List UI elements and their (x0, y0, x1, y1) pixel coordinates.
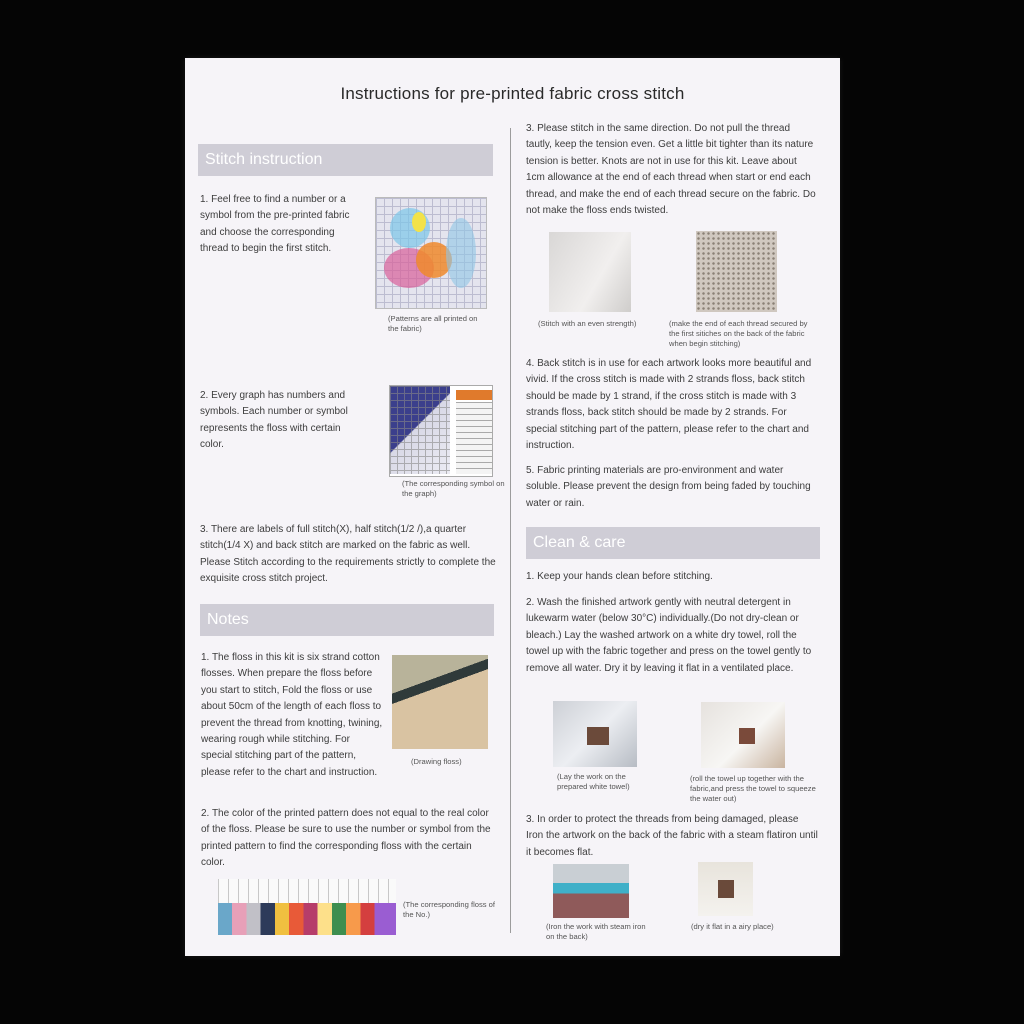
iron-photo (553, 864, 629, 918)
page-title: Instructions for pre-printed fabric cross stitch (340, 84, 685, 103)
graph-caption: (The corresponding symbol on the graph) (402, 479, 505, 498)
column-divider (510, 128, 511, 933)
roll-towel-caption: (roll the towel up together with the fabric,and press the towel to squeeze the water out) (690, 774, 816, 803)
instruction-sheet (185, 58, 840, 956)
roll-towel-photo (701, 702, 785, 768)
care-step-3: 3. In order to protect the threads from being damaged, please Iron the artwork on the back of the fabric with a steam flatiron until it becomes flat. (526, 814, 818, 858)
stitch-step-3: 3. There are labels of full stitch(X), half stitch(1/2 /),a quarter stitch(1/4 X) and back stitch are marked on the fabric as well. Please Stitch according to the requirements strictly to complete the exquisite cross stitch project. (200, 524, 496, 585)
pattern-caption: (Patterns are all printed on the fabric) (388, 314, 478, 333)
dry-flat-caption: (dry it flat in a airy place) (691, 922, 774, 931)
stitch-step-5: 5. Fabric printing materials are pro-environment and water soluble. Please prevent the design from being faded by touching water or rain. (526, 465, 811, 509)
clean-care-heading: Clean & care (526, 527, 820, 559)
printed-fabric-pattern-image (375, 197, 487, 309)
symbol-graph-image (389, 385, 493, 477)
care-step-2: 2. Wash the finished artwork gently with neutral detergent in lukewarm water (below 30°C) individually.(Do not dry-clean or bleach.) Lay the washed artwork on a white dry towel, roll the towel up with the fabric together and press on the towel gently to remove all water. Dry it by leaving it flat in a ventilated place. (526, 597, 812, 674)
stitch-step-3-right: 3. Please stitch in the same direction. Do not pull the thread tautly, keep the tension even. Get a little bit tighter than its nature tension is better. Knots are not in use for this kit. Leave about 1cm allowance at the end of each thread when start or end each thread, and make the end of each thread secure on the fabric. Do not make the floss ends twisted. (526, 123, 816, 217)
note-1: 1. The floss in this kit is six strand cotton flosses. When prepare the floss before you start to stitch, Fold the floss or use about 50cm of the length of each floss to prevent the thread from knotting, twining, wearing rough while stitching. For special stitching part of the pattern, please refer to the chart and instruction. (201, 652, 383, 778)
even-strength-photo (549, 232, 631, 312)
dry-flat-photo (698, 862, 753, 916)
lay-on-towel-photo (553, 701, 637, 767)
floss-chart-caption: (The corresponding floss of the No.) (403, 900, 496, 919)
lay-towel-caption: (Lay the work on the prepared white towel) (557, 772, 630, 791)
even-strength-caption: (Stitch with an even strength) (538, 319, 637, 328)
iron-caption: (Iron the work with steam iron on the back) (546, 922, 646, 941)
stitch-instruction-heading: Stitch instruction (198, 144, 493, 176)
secure-thread-caption: (make the end of each thread secured by the first sitiches on the back of the fabric when begin stitching) (669, 319, 808, 348)
stitch-step-4: 4. Back stitch is in use for each artwork looks more beautiful and vivid. If the cross stitch is made with 2 strands floss, back stitch should be made by 1 strand, if the cross stitch is made with 3 strands floss, back stitch should be made by 2 strands. For special stitching part of the pattern, please refer to the chart and instruction. (526, 358, 812, 452)
note-2: 2. The color of the printed pattern does not equal to the real color of the floss. Please be sure to use the number or symbol from the printed pattern to find the corresponding floss with the certain color. (201, 808, 491, 869)
floss-number-chart-image (218, 879, 396, 935)
stitch-step-2: 2. Every graph has numbers and symbols. Each number or symbol represents the floss with certain color. (200, 390, 348, 451)
care-step-1: 1. Keep your hands clean before stitching. (526, 571, 713, 582)
drawing-floss-photo (392, 655, 488, 749)
secure-thread-photo (696, 231, 777, 312)
notes-heading: Notes (200, 604, 494, 636)
drawing-floss-caption: (Drawing floss) (411, 757, 462, 766)
stitch-step-1: 1. Feel free to find a number or a symbol from the pre-printed fabric and choose the corresponding thread to begin the first stitch. (200, 194, 350, 255)
